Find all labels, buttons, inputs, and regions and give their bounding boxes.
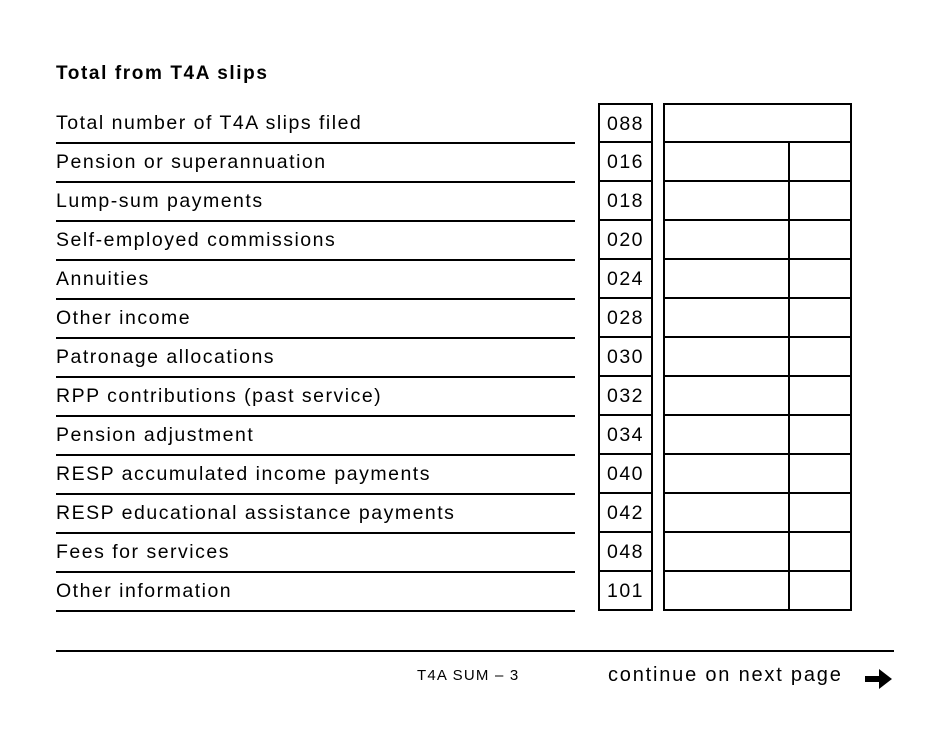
row-label: Pension adjustment xyxy=(56,416,575,456)
row-label: RESP accumulated income payments xyxy=(56,455,575,495)
line-code: 101 xyxy=(598,572,653,611)
amount-dollars-field[interactable] xyxy=(663,572,790,611)
amount-cents-field[interactable] xyxy=(788,533,852,572)
form-page-id: T4A SUM – 3 xyxy=(417,667,520,684)
amount-cents-field[interactable] xyxy=(788,338,852,377)
amount-cents-field[interactable] xyxy=(788,221,852,260)
amount-cents-field[interactable] xyxy=(788,182,852,221)
row-label: Total number of T4A slips filed xyxy=(56,104,575,144)
line-code: 034 xyxy=(598,416,653,455)
line-code: 024 xyxy=(598,260,653,299)
amount-cents-field[interactable] xyxy=(788,260,852,299)
amount-dollars-field[interactable] xyxy=(663,494,790,533)
arrow-right-icon xyxy=(865,667,893,691)
row-label: RPP contributions (past service) xyxy=(56,377,575,417)
form-row xyxy=(0,416,950,455)
amount-dollars-field[interactable] xyxy=(663,377,790,416)
amount-dollars-field[interactable] xyxy=(663,143,790,182)
form-row xyxy=(0,338,950,377)
row-label: RESP educational assistance payments xyxy=(56,494,575,534)
amount-cents-field[interactable] xyxy=(788,572,852,611)
line-code: 028 xyxy=(598,299,653,338)
form-row xyxy=(0,221,950,260)
form-row xyxy=(0,572,950,611)
line-code: 040 xyxy=(598,455,653,494)
amount-dollars-field[interactable] xyxy=(663,416,790,455)
amount-dollars-field[interactable] xyxy=(663,533,790,572)
amount-cents-field[interactable] xyxy=(788,143,852,182)
form-row xyxy=(0,104,950,143)
row-label: Fees for services xyxy=(56,533,575,573)
slip-count-field[interactable] xyxy=(663,103,852,143)
row-label: Annuities xyxy=(56,260,575,300)
form-row xyxy=(0,494,950,533)
continue-next-page-text: continue on next page xyxy=(608,664,843,686)
amount-dollars-field[interactable] xyxy=(663,221,790,260)
row-label: Self-employed commissions xyxy=(56,221,575,261)
amount-dollars-field[interactable] xyxy=(663,182,790,221)
t4a-totals-table xyxy=(0,104,950,611)
form-row xyxy=(0,299,950,338)
form-row xyxy=(0,143,950,182)
footer-divider xyxy=(56,650,894,652)
row-label: Lump-sum payments xyxy=(56,182,575,222)
form-row xyxy=(0,182,950,221)
form-row xyxy=(0,377,950,416)
line-code: 032 xyxy=(598,377,653,416)
amount-cents-field[interactable] xyxy=(788,377,852,416)
line-code: 018 xyxy=(598,182,653,221)
amount-cents-field[interactable] xyxy=(788,494,852,533)
row-label: Other information xyxy=(56,572,575,612)
amount-cents-field[interactable] xyxy=(788,416,852,455)
row-label: Pension or superannuation xyxy=(56,143,575,183)
line-code: 048 xyxy=(598,533,653,572)
amount-dollars-field[interactable] xyxy=(663,260,790,299)
amount-dollars-field[interactable] xyxy=(663,338,790,377)
amount-dollars-field[interactable] xyxy=(663,455,790,494)
form-row xyxy=(0,260,950,299)
line-code: 016 xyxy=(598,143,653,182)
row-label: Other income xyxy=(56,299,575,339)
line-code: 088 xyxy=(598,103,653,143)
amount-cents-field[interactable] xyxy=(788,299,852,338)
form-row xyxy=(0,533,950,572)
amount-cents-field[interactable] xyxy=(788,455,852,494)
form-row xyxy=(0,455,950,494)
section-title: Total from T4A slips xyxy=(56,63,269,84)
row-label: Patronage allocations xyxy=(56,338,575,378)
line-code: 042 xyxy=(598,494,653,533)
line-code: 030 xyxy=(598,338,653,377)
line-code: 020 xyxy=(598,221,653,260)
amount-dollars-field[interactable] xyxy=(663,299,790,338)
